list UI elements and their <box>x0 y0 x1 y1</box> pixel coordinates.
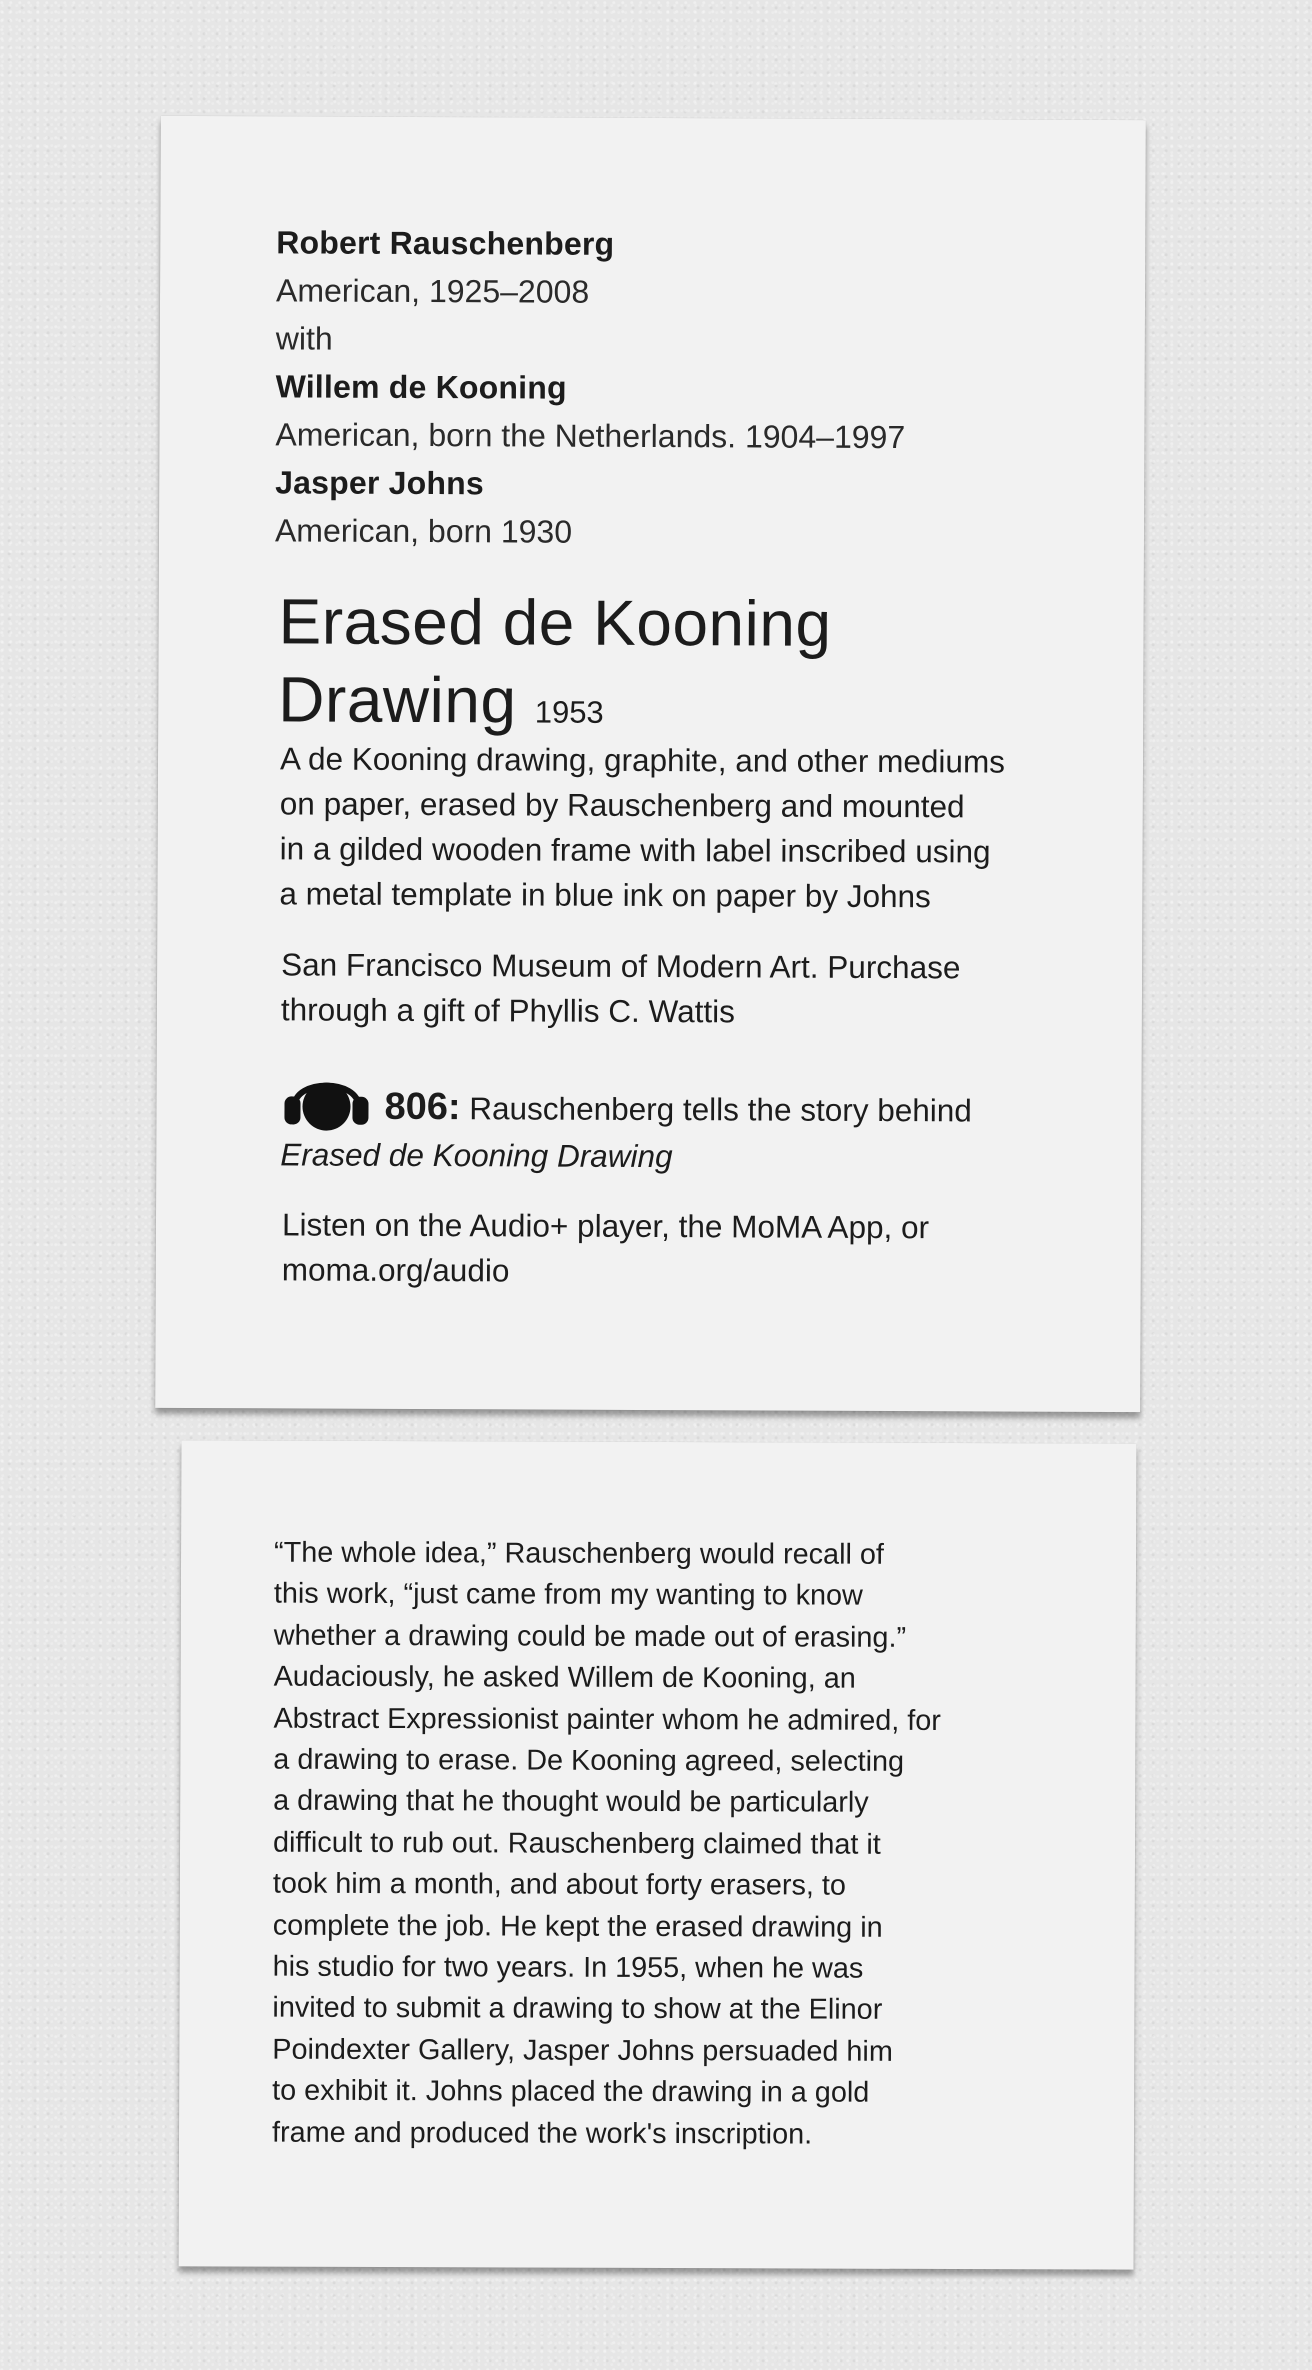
artwork-year: 1953 <box>534 694 604 730</box>
artist-name: Jasper Johns <box>275 464 485 502</box>
artist-bio: American, 1925–2008 <box>275 272 590 310</box>
medium-line: on paper, erased by Rauschenberg and mounted <box>279 785 965 825</box>
essay-line: this work, “just came from my wanting to know <box>273 1578 863 1613</box>
artwork-title-line: Drawing <box>278 663 517 737</box>
credit-line <box>281 942 1121 1036</box>
essay-line: invited to submit a drawing to show at the Elinor <box>272 1992 883 2027</box>
audio-guide-info <box>280 1064 1120 1181</box>
audio-stop-number: 806: <box>384 1085 461 1129</box>
listen-instructions <box>282 1202 1122 1296</box>
audio-description: Rauschenberg tells the story behind <box>469 1090 972 1129</box>
essay-line: whether a drawing could be made out of erasing.” <box>273 1619 907 1654</box>
essay-line: his studio for two years. In 1955, when he was <box>272 1950 864 1985</box>
artist-bio: American, born 1930 <box>274 512 573 550</box>
artwork-medium <box>279 736 1120 920</box>
artist-name: Willem de Kooning <box>275 368 567 406</box>
essay-line: Poindexter Gallery, Jasper Johns persuaded him <box>272 2033 893 2068</box>
essay-line: took him a month, and about forty erasers, to <box>272 1867 846 1902</box>
medium-line: A de Kooning drawing, graphite, and other mediums <box>279 740 1006 780</box>
credit-line-text: through a gift of Phyllis C. Wattis <box>280 991 736 1030</box>
listen-line: Listen on the Audio+ player, the MoMA App, or <box>281 1206 930 1246</box>
essay-line: Abstract Expressionist painter whom he admired, for <box>273 1702 941 1737</box>
artist-name: Robert Rauschenberg <box>276 224 615 262</box>
essay-line: difficult to rub out. Rauschenberg claimed that it <box>272 1826 881 1861</box>
artwork-title <box>278 582 1119 754</box>
audio-work-title: Erased de Kooning Drawing <box>280 1136 673 1175</box>
essay-line: Audaciously, he asked Willem de Kooning, an <box>273 1660 856 1695</box>
essay-line: a drawing to erase. De Kooning agreed, selecting <box>273 1743 905 1778</box>
medium-line: in a gilded wooden frame with label inscribed using <box>279 830 991 870</box>
credit-line-text: San Francisco Museum of Modern Art. Purchase <box>281 946 961 986</box>
headphones-icon <box>280 1064 372 1132</box>
essay-line: complete the job. He kept the erased drawing in <box>272 1909 883 1944</box>
essay-line: “The whole idea,” Rauschenberg would recall of <box>273 1536 884 1571</box>
essay-line: to exhibit it. Johns placed the drawing in a gold <box>272 2074 870 2110</box>
listen-line: moma.org/audio <box>281 1251 510 1289</box>
medium-line: a metal template in blue ink on paper by Johns <box>279 875 931 915</box>
artist-list <box>275 218 1096 558</box>
wall-label-main <box>155 116 1146 1412</box>
essay-text <box>272 1533 1074 2157</box>
essay-line: frame and produced the work's inscription. <box>271 2116 813 2151</box>
essay-line: a drawing that he thought would be particularly <box>273 1785 869 1820</box>
artwork-title-line: Erased de Kooning <box>278 585 832 660</box>
artist-bio: American, born the Netherlands. 1904–1997 <box>275 416 906 456</box>
wall-label-essay <box>179 1440 1137 2269</box>
artist-connector: with <box>275 320 333 357</box>
